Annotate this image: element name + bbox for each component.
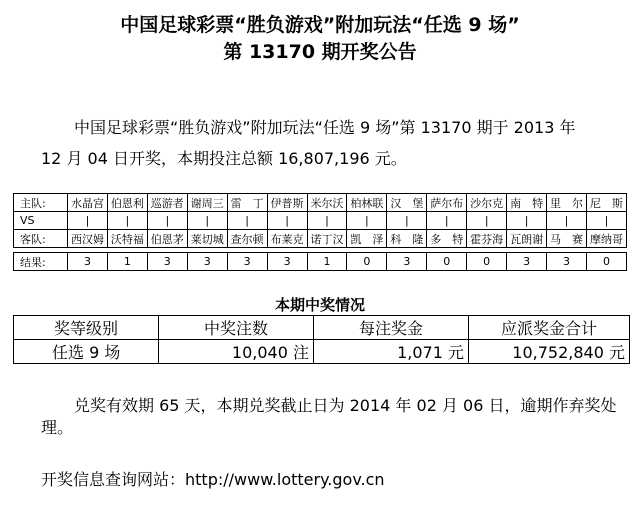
home-team: 伯恩利 bbox=[107, 194, 147, 212]
vs-bar: | bbox=[427, 212, 467, 230]
home-label: 主队: bbox=[14, 194, 68, 212]
away-team: 摩纳哥 bbox=[586, 230, 626, 248]
match-result: 3 bbox=[507, 253, 547, 271]
intro-line1: 中国足球彩票“胜负游戏”附加玩法“任选 9 场”第 13170 期于 2013 年 bbox=[74, 118, 576, 137]
vs-bar: | bbox=[347, 212, 387, 230]
match-result: 1 bbox=[307, 253, 347, 271]
prize-level: 任选 9 场 bbox=[14, 340, 159, 364]
away-team: 莱切城 bbox=[187, 230, 227, 248]
match-result: 0 bbox=[467, 253, 507, 271]
match-result: 3 bbox=[547, 253, 587, 271]
away-team: 瓦朗谢 bbox=[507, 230, 547, 248]
result-row bbox=[14, 253, 627, 271]
match-result: 1 bbox=[107, 253, 147, 271]
prize-header-count: 中奖注数 bbox=[159, 316, 314, 340]
home-team-row bbox=[14, 194, 627, 212]
prize-header-row bbox=[14, 316, 630, 340]
home-team: 沙尔克 bbox=[467, 194, 507, 212]
home-team: 伊普斯 bbox=[267, 194, 307, 212]
away-team: 多 特 bbox=[427, 230, 467, 248]
intro-line2: 12 月 04 日开奖，本期投注总额 16,807,196 元。 bbox=[41, 149, 407, 168]
away-team: 查尔顿 bbox=[227, 230, 267, 248]
vs-bar: | bbox=[68, 212, 108, 230]
home-team: 雷 丁 bbox=[227, 194, 267, 212]
away-team: 伯恩茅 bbox=[147, 230, 187, 248]
match-table bbox=[13, 193, 627, 271]
validity-line2: 理。 bbox=[41, 418, 74, 437]
away-team: 马 赛 bbox=[547, 230, 587, 248]
prize-row bbox=[14, 340, 630, 364]
match-result: 3 bbox=[187, 253, 227, 271]
vs-row bbox=[14, 212, 627, 230]
home-team: 柏林联 bbox=[347, 194, 387, 212]
home-team: 萨尔布 bbox=[427, 194, 467, 212]
announcement-title-line2: 第 13170 期开奖公告 bbox=[223, 41, 417, 63]
vs-bar: | bbox=[107, 212, 147, 230]
vs-bar: | bbox=[147, 212, 187, 230]
prize-table bbox=[13, 315, 630, 364]
vs-bar: | bbox=[507, 212, 547, 230]
prize-total: 10,752,840 元 bbox=[469, 340, 630, 364]
match-result: 3 bbox=[387, 253, 427, 271]
home-team: 尼 斯 bbox=[586, 194, 626, 212]
prize-heading: 本期中奖情况 bbox=[274, 296, 365, 314]
home-team: 南 特 bbox=[507, 194, 547, 212]
announcement-title-line1: 中国足球彩票“胜负游戏”附加玩法“任选 9 场” bbox=[120, 14, 520, 36]
away-team-row bbox=[14, 230, 627, 248]
vs-bar: | bbox=[227, 212, 267, 230]
home-team: 米尔沃 bbox=[307, 194, 347, 212]
match-result: 3 bbox=[227, 253, 267, 271]
result-label: 结果: bbox=[14, 253, 68, 271]
prize-header-total: 应派奖金合计 bbox=[469, 316, 630, 340]
lottery-website: 开奖信息查询网站：http://www.lottery.gov.cn bbox=[41, 470, 385, 489]
vs-bar: | bbox=[586, 212, 626, 230]
vs-bar: | bbox=[387, 212, 427, 230]
match-result: 3 bbox=[68, 253, 108, 271]
home-team: 巡游者 bbox=[147, 194, 187, 212]
home-team: 谢周三 bbox=[187, 194, 227, 212]
prize-header-per: 每注奖金 bbox=[314, 316, 469, 340]
vs-bar: | bbox=[187, 212, 227, 230]
away-team: 沃特福 bbox=[107, 230, 147, 248]
prize-header-level: 奖等级别 bbox=[14, 316, 159, 340]
away-team: 霍芬海 bbox=[467, 230, 507, 248]
vs-bar: | bbox=[307, 212, 347, 230]
match-result: 0 bbox=[586, 253, 626, 271]
vs-bar: | bbox=[547, 212, 587, 230]
vs-bar: | bbox=[467, 212, 507, 230]
away-team: 科 隆 bbox=[387, 230, 427, 248]
match-result: 3 bbox=[267, 253, 307, 271]
away-label: 客队: bbox=[14, 230, 68, 248]
prize-count: 10,040 注 bbox=[159, 340, 314, 364]
match-result: 3 bbox=[147, 253, 187, 271]
validity-line1: 兑奖有效期 65 天，本期兑奖截止日为 2014 年 02 月 06 日，逾期作弃奖处 bbox=[74, 396, 617, 415]
match-result: 0 bbox=[427, 253, 467, 271]
home-team: 里 尔 bbox=[547, 194, 587, 212]
away-team: 布莱克 bbox=[267, 230, 307, 248]
vs-label: VS bbox=[14, 212, 68, 230]
home-team: 汉 堡 bbox=[387, 194, 427, 212]
away-team: 凯 泽 bbox=[347, 230, 387, 248]
away-team: 西汉姆 bbox=[68, 230, 108, 248]
away-team: 诺丁汉 bbox=[307, 230, 347, 248]
prize-per-winner: 1,071 元 bbox=[314, 340, 469, 364]
match-result: 0 bbox=[347, 253, 387, 271]
home-team: 水晶宫 bbox=[68, 194, 108, 212]
vs-bar: | bbox=[267, 212, 307, 230]
